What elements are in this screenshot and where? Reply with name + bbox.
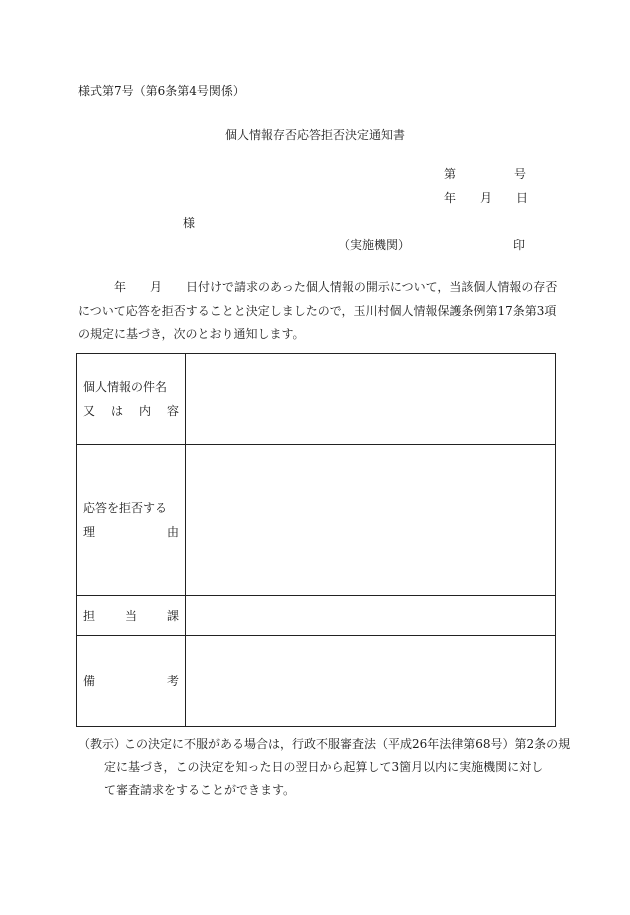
subject-label-cell [77,354,186,445]
date-day-label: 日 [516,191,529,205]
reason-value-cell[interactable] [186,445,556,596]
body-line-3: の規定に基づき，次のとおり通知します。 [78,327,305,341]
date-year-label: 年 [444,191,457,205]
addressee-suffix: 様 [183,216,196,230]
notice-form-table [76,353,556,727]
instruction-heading: （教示） [78,737,127,751]
label-char: 内 [138,404,151,418]
label-char: 担 [83,608,96,623]
body-year-label: 年 [114,280,127,294]
document-number-suffix: 号 [514,167,527,181]
label-char: 容 [166,404,179,418]
label-char: 当 [124,608,137,623]
table-row-reason [77,445,556,596]
reason-label-cell [77,445,186,596]
label-char: 備 [83,674,96,688]
form-number-label: 様式第7号（第6条第4号関係） [78,84,245,98]
department-label-cell [77,596,186,636]
remarks-value-cell[interactable] [186,636,556,727]
body-line-1 [78,276,558,300]
issuing-agency-label: （実施機関） [338,238,411,252]
subject-label-line-2 [83,399,179,423]
reason-label-line-1: 応答を拒否する [83,501,168,515]
subject-value-cell[interactable] [186,354,556,445]
table-row-subject [77,354,556,445]
instruction-line-1: この決定に不服がある場合は，行政不服審査法（平成26年法律第68号）第2条の規 [124,737,571,751]
subject-label-line-1: 個人情報の件名 [83,380,168,394]
body-line-1-text: 日付けで請求のあった個人情報の開示について，当該個人情報の存否 [186,280,558,294]
instruction-line-2: 定に基づき，この決定を知った日の翌日から起算して3箇月以内に実施機関に対し [104,760,544,774]
date-month-label: 月 [480,191,493,205]
document-number-prefix: 第 [444,167,457,181]
seal-mark: 印 [513,238,526,252]
body-month-label: 月 [150,280,163,294]
label-char: 又 [83,404,96,418]
department-value-cell[interactable] [186,596,556,636]
label-char: 考 [166,674,179,688]
body-line-2: について応答を拒否することと決定しましたので，玉川村個人情報保護条例第17条第3項 [78,303,557,318]
document-title: 個人情報存否応答拒否決定通知書 [224,128,405,142]
table-row-remarks [77,636,556,727]
remarks-label [83,669,179,693]
department-label [83,604,179,628]
table-row-department [77,596,556,636]
reason-label-line-2 [83,520,179,544]
label-char: 由 [166,525,179,539]
instruction-line-3: て審査請求をすることができます。 [104,783,296,797]
notice-body [78,276,558,347]
label-char: は [110,404,123,418]
label-char: 課 [166,608,179,623]
label-char: 理 [83,525,96,539]
remarks-label-cell [77,636,186,727]
